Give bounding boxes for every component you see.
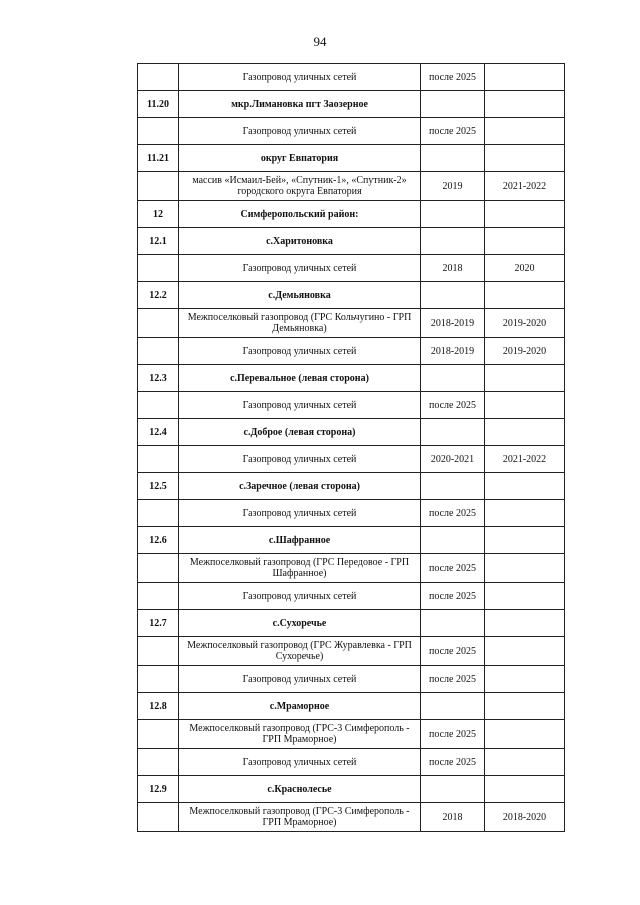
construction-period-cell [421,282,485,309]
object-name-cell: Газопровод уличных сетей [179,118,421,145]
table-row [138,255,565,282]
table-row [138,365,565,392]
object-name-cell: с.Заречное (левая сторона) [179,473,421,500]
page-number: 94 [313,34,327,49]
commissioning-period-cell [485,527,565,554]
commissioning-period-cell [485,365,565,392]
object-name-cell: Межпоселковый газопровод (ГРС-3 Симферополь - ГРП Мраморное) [179,803,421,832]
commissioning-period-cell: 2021-2022 [485,172,565,201]
table-row [138,749,565,776]
row-number-cell [138,720,179,749]
commissioning-period-cell [485,473,565,500]
construction-period-cell: после 2025 [421,666,485,693]
table-row [138,500,565,527]
commissioning-period-cell [485,419,565,446]
commissioning-period-cell: 2020 [485,255,565,282]
row-number-cell [138,500,179,527]
construction-period-cell [421,365,485,392]
commissioning-period-cell [485,201,565,228]
row-number-cell [138,637,179,666]
commissioning-period-cell [485,118,565,145]
object-name-cell: с.Перевальное (левая сторона) [179,365,421,392]
construction-period-cell [421,145,485,172]
construction-period-cell [421,201,485,228]
construction-period-cell [421,419,485,446]
table-row [138,554,565,583]
row-number-cell [138,172,179,201]
construction-period-cell [421,228,485,255]
gas-pipeline-table [137,63,565,832]
row-number-cell: 12.4 [138,419,179,446]
construction-period-cell: 2018-2019 [421,338,485,365]
construction-period-cell: после 2025 [421,637,485,666]
row-number-cell [138,392,179,419]
object-name-cell: с.Мраморное [179,693,421,720]
table-row [138,338,565,365]
table-row [138,666,565,693]
construction-period-cell: после 2025 [421,392,485,419]
construction-period-cell: 2018 [421,803,485,832]
construction-period-cell [421,610,485,637]
object-name-cell: с.Сухоречье [179,610,421,637]
table-body [138,64,565,832]
row-number-cell [138,255,179,282]
row-number-cell [138,309,179,338]
object-name-cell: Симферопольский район: [179,201,421,228]
object-name-cell: с.Харитоновка [179,228,421,255]
commissioning-period-cell [485,720,565,749]
commissioning-period-cell [485,282,565,309]
construction-period-cell: после 2025 [421,720,485,749]
row-number-cell [138,118,179,145]
row-number-cell: 12.6 [138,527,179,554]
commissioning-period-cell [485,637,565,666]
construction-period-cell: после 2025 [421,749,485,776]
row-number-cell [138,446,179,473]
table-row [138,446,565,473]
construction-period-cell: 2018 [421,255,485,282]
object-name-cell: Межпоселковый газопровод (ГРС Журавлевка - ГРП Сухоречье) [179,637,421,666]
commissioning-period-cell [485,392,565,419]
row-number-cell [138,64,179,91]
table-row [138,583,565,610]
row-number-cell: 12.1 [138,228,179,255]
construction-period-cell: после 2025 [421,64,485,91]
construction-period-cell: после 2025 [421,554,485,583]
row-number-cell [138,749,179,776]
row-number-cell: 11.20 [138,91,179,118]
object-name-cell: округ Евпатория [179,145,421,172]
object-name-cell: Газопровод уличных сетей [179,64,421,91]
commissioning-period-cell [485,749,565,776]
row-number-cell [138,554,179,583]
table-row [138,720,565,749]
object-name-cell: с.Краснолесье [179,776,421,803]
object-name-cell: Газопровод уличных сетей [179,500,421,527]
table-row [138,172,565,201]
table-row [138,637,565,666]
table-row [138,803,565,832]
commissioning-period-cell [485,228,565,255]
row-number-cell [138,338,179,365]
table-row [138,282,565,309]
row-number-cell: 12.3 [138,365,179,392]
object-name-cell: с.Шафранное [179,527,421,554]
object-name-cell: Газопровод уличных сетей [179,446,421,473]
table-row [138,776,565,803]
object-name-cell: мкр.Лимановка пгт Заозерное [179,91,421,118]
commissioning-period-cell [485,145,565,172]
commissioning-period-cell [485,91,565,118]
commissioning-period-cell [485,693,565,720]
row-number-cell: 12.2 [138,282,179,309]
object-name-cell: Газопровод уличных сетей [179,392,421,419]
commissioning-period-cell [485,610,565,637]
construction-period-cell [421,776,485,803]
commissioning-period-cell: 2018-2020 [485,803,565,832]
commissioning-period-cell [485,500,565,527]
row-number-cell: 12.7 [138,610,179,637]
construction-period-cell: после 2025 [421,500,485,527]
construction-period-cell [421,693,485,720]
object-name-cell: Межпоселковый газопровод (ГРС Передовое - ГРП Шафранное) [179,554,421,583]
table-row [138,527,565,554]
table-row [138,201,565,228]
construction-period-cell: после 2025 [421,118,485,145]
table-row [138,91,565,118]
table-row [138,309,565,338]
object-name-cell: Газопровод уличных сетей [179,255,421,282]
row-number-cell: 12 [138,201,179,228]
table-row [138,118,565,145]
commissioning-period-cell: 2019-2020 [485,338,565,365]
table-row [138,228,565,255]
construction-period-cell: после 2025 [421,583,485,610]
table-row [138,64,565,91]
row-number-cell: 12.5 [138,473,179,500]
commissioning-period-cell: 2019-2020 [485,309,565,338]
object-name-cell: Газопровод уличных сетей [179,338,421,365]
object-name-cell: Газопровод уличных сетей [179,749,421,776]
construction-period-cell [421,91,485,118]
row-number-cell: 11.21 [138,145,179,172]
object-name-cell: Межпоселковый газопровод (ГРС Кольчугино - ГРП Демьяновка) [179,309,421,338]
row-number-cell [138,803,179,832]
table-row [138,145,565,172]
row-number-cell: 12.9 [138,776,179,803]
commissioning-period-cell [485,776,565,803]
commissioning-period-cell [485,583,565,610]
construction-period-cell [421,527,485,554]
object-name-cell: Газопровод уличных сетей [179,583,421,610]
construction-period-cell: 2018-2019 [421,309,485,338]
row-number-cell: 12.8 [138,693,179,720]
row-number-cell [138,666,179,693]
commissioning-period-cell [485,666,565,693]
commissioning-period-cell [485,64,565,91]
commissioning-period-cell [485,554,565,583]
row-number-cell [138,583,179,610]
table-row [138,693,565,720]
commissioning-period-cell: 2021-2022 [485,446,565,473]
object-name-cell: с.Демьяновка [179,282,421,309]
object-name-cell: Межпоселковый газопровод (ГРС-3 Симферополь - ГРП Мраморное) [179,720,421,749]
table-row [138,392,565,419]
object-name-cell: массив «Исмаил-Бей», «Спутник-1», «Спутник-2» городского округа Евпатория [179,172,421,201]
table-row [138,419,565,446]
construction-period-cell [421,473,485,500]
object-name-cell: с.Доброе (левая сторона) [179,419,421,446]
construction-period-cell: 2019 [421,172,485,201]
table-row [138,473,565,500]
table-row [138,610,565,637]
construction-period-cell: 2020-2021 [421,446,485,473]
object-name-cell: Газопровод уличных сетей [179,666,421,693]
